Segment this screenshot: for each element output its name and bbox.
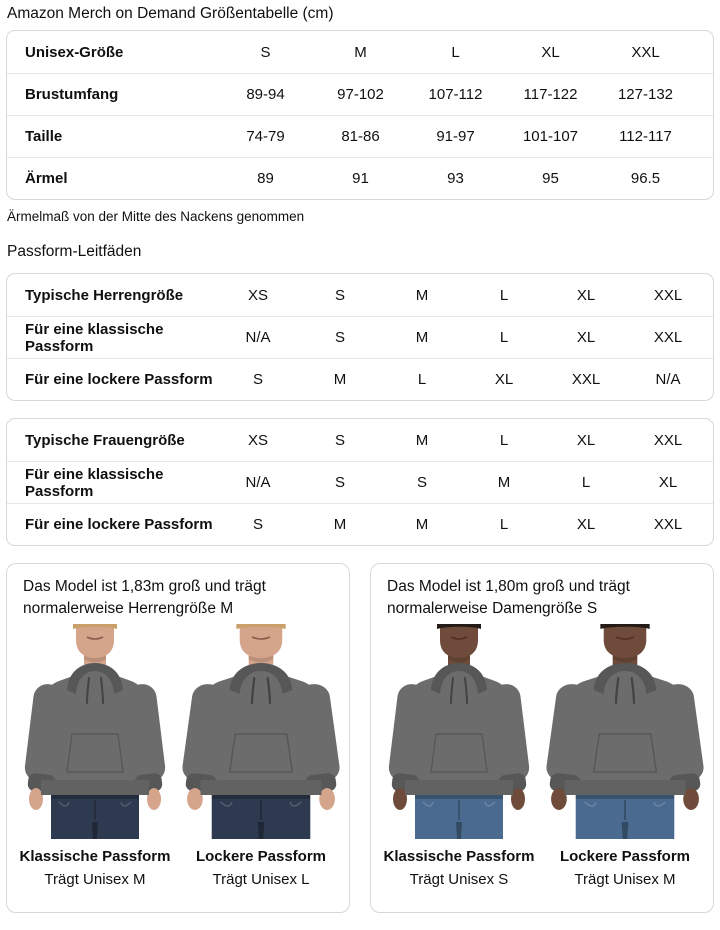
table-row [7, 31, 713, 73]
fit-cell: XS [247, 286, 268, 304]
measurement-cell: 81-86 [341, 128, 380, 145]
fit-cell: XXL [653, 516, 683, 533]
table-row [7, 358, 713, 400]
fit-cell: S [252, 371, 263, 388]
fit-name-label: Lockere Passform [195, 848, 327, 865]
table-row [7, 316, 713, 358]
fit-cell: S [334, 329, 345, 346]
figure-block-loose [545, 624, 705, 890]
row-label: Ärmel [25, 170, 68, 187]
table-row [7, 157, 713, 199]
worn-size-label: Trägt Unisex S [409, 871, 509, 888]
row-label: Für eine lockere Passform [25, 371, 213, 388]
fit-name-label: Lockere Passform [559, 848, 691, 865]
fit-cell: N/A [245, 474, 271, 491]
row-label: Taille [25, 128, 63, 145]
page-title: Amazon Merch on Demand Größentabelle (cm) [7, 5, 334, 22]
fit-cell: XL [658, 474, 678, 491]
measurement-cell: 93 [447, 170, 464, 187]
measurement-cell: 95 [542, 170, 559, 187]
fit-cell: M [497, 474, 511, 491]
male-classic-fit-hoodie-photo [15, 624, 175, 839]
figures-row [379, 624, 705, 890]
size-column-header: XL [541, 43, 560, 61]
table-row [7, 73, 713, 115]
table-row [7, 461, 713, 503]
measurement-cell: 101-107 [522, 128, 579, 145]
fit-cell: L [417, 371, 427, 388]
model-cards [6, 563, 714, 913]
fit-cell: L [499, 286, 509, 304]
fit-cell: S [252, 516, 263, 533]
fit-cell: XXL [653, 329, 683, 346]
fit-cell: M [415, 431, 429, 449]
model-description: Das Model ist 1,80m groß und trägt normalerweise Damengröße S [387, 578, 630, 617]
measurement-cell: 89 [257, 170, 274, 187]
fit-cell: XL [494, 371, 514, 388]
measurement-cell: 91 [352, 170, 369, 187]
worn-size-label: Trägt Unisex M [574, 871, 676, 888]
unisex-size-table [6, 30, 714, 200]
fit-cell: S [416, 474, 427, 491]
figure-block-classic [379, 624, 539, 890]
fit-cell: L [499, 431, 509, 449]
fit-cell: S [334, 286, 345, 304]
row-label: Für eine lockere Passform [25, 516, 213, 533]
fit-cell: M [333, 371, 347, 388]
size-column-header: XXL [631, 43, 660, 61]
worn-size-label: Trägt Unisex L [212, 871, 310, 888]
fit-cell: XXL [653, 286, 683, 304]
fit-cell: XL [576, 286, 596, 304]
table-row [7, 115, 713, 157]
fit-cell: S [334, 431, 345, 449]
row-label: Für eine klassische Passform [25, 320, 164, 355]
mens-fit-table [6, 273, 714, 401]
fit-name-label: Klassische Passform [19, 848, 171, 865]
measurement-cell: 107-112 [428, 86, 483, 103]
measurement-cell: 74-79 [246, 128, 285, 145]
male-loose-fit-hoodie-photo [181, 624, 341, 839]
table-row [7, 503, 713, 545]
model-description: Das Model ist 1,83m groß und trägt normalerweise Herrengröße M [23, 578, 266, 617]
size-column-header: L [451, 43, 460, 61]
measurement-cell: 112-117 [619, 128, 672, 145]
fit-cell: M [415, 329, 429, 346]
row-label: Für eine klassische Passform [25, 465, 164, 500]
fit-cell: M [415, 516, 429, 533]
row-label: Unisex-Größe [25, 43, 124, 61]
measurement-cell: 89-94 [246, 86, 285, 103]
fit-cell: XXL [571, 371, 601, 388]
fit-cell: XXL [653, 431, 683, 449]
row-label: Typische Frauengröße [25, 431, 185, 449]
row-label: Typische Herrengröße [25, 286, 184, 304]
worn-size-label: Trägt Unisex M [44, 871, 146, 888]
measurement-cell: 117-122 [523, 86, 578, 103]
figure-block-loose [181, 624, 341, 890]
fit-cell: XL [576, 431, 596, 449]
fit-cell: M [333, 516, 347, 533]
male-model-card [6, 563, 350, 913]
female-model-card [370, 563, 714, 913]
size-column-header: M [354, 43, 367, 61]
fit-cell: N/A [245, 329, 271, 346]
size-column-header: S [260, 43, 271, 61]
fit-cell: S [334, 474, 345, 491]
fit-cell: XL [576, 329, 596, 346]
female-classic-fit-hoodie-photo [379, 624, 539, 839]
fit-cell: L [499, 329, 509, 346]
female-loose-fit-hoodie-photo [545, 624, 705, 839]
fit-cell: L [581, 474, 591, 491]
fit-cell: N/A [655, 371, 681, 388]
fit-cell: XL [576, 516, 596, 533]
row-label: Brustumfang [25, 86, 119, 103]
fit-cell: M [415, 286, 429, 304]
table-row [7, 274, 713, 316]
measurement-cell: 127-132 [617, 86, 674, 103]
measurement-cell: 91-97 [436, 128, 475, 145]
measurement-cell: 96.5 [630, 170, 661, 187]
sleeve-measurement-note: Ärmelmaß von der Mitte des Nackens genommen [7, 209, 305, 224]
size-chart-panel [0, 5, 720, 913]
figures-row [15, 624, 341, 890]
fit-name-label: Klassische Passform [383, 848, 535, 865]
fit-cell: L [499, 516, 509, 533]
measurement-cell: 97-102 [337, 86, 384, 103]
figure-block-classic [15, 624, 175, 890]
table-row [7, 419, 713, 461]
womens-fit-table [6, 418, 714, 546]
fit-cell: XS [247, 431, 268, 449]
fit-guides-heading: Passform-Leitfäden [7, 243, 142, 260]
